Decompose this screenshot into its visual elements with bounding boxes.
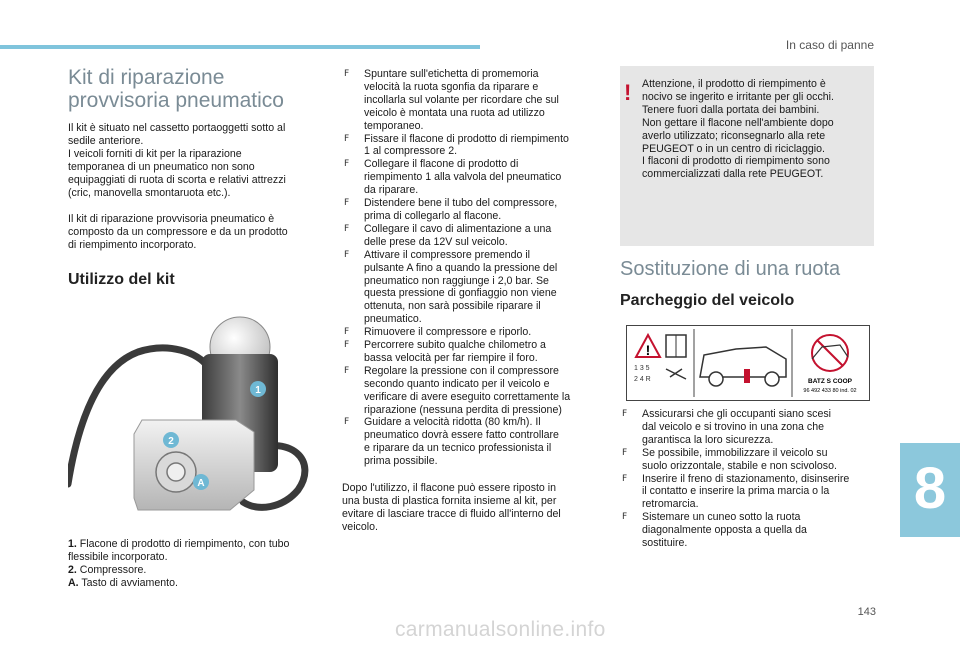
parking-steps <box>620 408 876 550</box>
text-line: Non gettare il flacone nell'ambiente dopo <box>642 116 834 129</box>
step-line: retromarcia. <box>642 498 699 511</box>
step-line: Sistemare un cuneo sotto la ruota <box>642 511 801 524</box>
marker-a <box>193 474 209 490</box>
step-line: Fissare il flacone di prodotto di riempimento <box>364 132 569 145</box>
step-line: pneumatico dovrà essere fatto controllare <box>364 429 559 442</box>
text-line: evitare di lasciare tracce di fluido all'interno del <box>342 507 561 520</box>
after-use-note <box>342 482 602 534</box>
step-line: Assicurarsi che gli occupanti siano scesi <box>642 408 832 420</box>
step-line: temporaneo. <box>364 119 424 132</box>
parking-step <box>620 447 876 473</box>
text-line: I veicoli forniti di kit per la riparazione <box>68 147 242 160</box>
usage-step <box>342 416 602 468</box>
caption-line <box>68 564 322 577</box>
caption-text: Compressore. <box>79 563 147 576</box>
label-part-number: 96 492 433 80 ind. 02 <box>803 388 857 394</box>
usage-step <box>342 68 602 133</box>
bullet-checkbox-icon: F <box>344 327 350 338</box>
text-line: I flaconi di prodotto di riempimento sono <box>642 155 830 168</box>
usage-step <box>342 249 602 326</box>
bullet-checkbox-icon: F <box>622 473 628 484</box>
caption-line <box>68 577 322 590</box>
step-line: velocità la ruota sgonfia da riparare e <box>364 80 539 93</box>
step-line: Distendere bene il tubo del compressore, <box>364 197 558 210</box>
svg-text:1 3 5: 1 3 5 <box>634 365 650 372</box>
usage-step <box>342 158 602 197</box>
warning-exclamation-icon: ! <box>624 80 632 105</box>
step-line: Attivare il compressore premendo il <box>364 248 531 261</box>
kit-captions <box>68 538 322 590</box>
text-line: equipaggiati di ruota di scorta e relativi attrezzi <box>68 173 286 186</box>
warning-text <box>642 78 866 181</box>
bullet-checkbox-icon: F <box>344 365 350 376</box>
step-line: sostituire. <box>642 537 688 550</box>
step-line: ottenuta, non sarà possibile riparare il <box>364 300 541 313</box>
text-line: Il kit di riparazione provvisoria pneumatico è <box>68 213 275 226</box>
step-line: prima di collegarlo al flacone. <box>364 209 502 222</box>
text-line: veicolo. <box>342 520 378 533</box>
bullet-checkbox-icon: F <box>344 159 350 170</box>
repair-kit-illustration <box>68 312 322 522</box>
kit-title: Kit di riparazione provvisoria pneumatico <box>68 66 284 112</box>
caption-key: 1. <box>68 538 77 550</box>
step-line: Percorrere subito qualche chilometro a <box>364 339 546 352</box>
marker-2 <box>163 432 179 448</box>
svg-text:1: 1 <box>255 385 261 396</box>
step-line: pneumatico. <box>364 313 422 326</box>
svg-text:!: ! <box>645 342 651 358</box>
svg-text:2 4 R: 2 4 R <box>634 376 651 383</box>
step-line: prima possibile. <box>364 455 438 468</box>
text-line: averlo utilizzato; riconsegnarlo alla rete <box>642 129 826 142</box>
step-line: secondo quanto indicato per il veicolo e <box>364 377 550 390</box>
kit-column <box>68 66 322 287</box>
step-line: Regolare la pressione con il compressore <box>364 364 559 377</box>
jack-label-illustration <box>626 325 870 401</box>
step-line: verificare di avere eseguito correttamente la <box>364 390 571 403</box>
text-line: PEUGEOT o in un centro di riciclaggio. <box>642 142 825 155</box>
step-line: Rimuovere il compressore e riporlo. <box>364 326 532 339</box>
section-title: In caso di panne <box>785 38 874 52</box>
marker-1 <box>250 381 266 397</box>
step-line: pneumatico non raggiunge i 2,0 bar. Se <box>364 274 549 287</box>
step-line: Collegare il cavo di alimentazione a una <box>364 222 552 235</box>
text-line: Attenzione, il prodotto di riempimento è <box>642 78 826 90</box>
svg-text:2: 2 <box>168 436 174 447</box>
step-line: e riparare da un tecnico professionista il <box>364 442 552 455</box>
caption-key: 2. <box>68 563 77 576</box>
step-line: incollarla sul volante per ricordare che sul <box>364 93 559 106</box>
parking-step <box>620 408 876 447</box>
usage-step <box>342 223 602 249</box>
chapter-number: 8 <box>913 456 947 521</box>
step-line: Spuntare sull'etichetta di promemoria <box>364 68 539 80</box>
caption-text: Flacone di prodotto di riempimento, con tubo <box>79 538 290 550</box>
usage-step <box>342 133 602 159</box>
caption-key: A. <box>68 576 79 589</box>
usage-step <box>342 365 602 417</box>
text-line: composto da un compressore e da un prodotto <box>68 226 288 239</box>
text-line: temporanea di un pneumatico non sono <box>68 160 255 173</box>
parking-steps-column <box>620 408 876 550</box>
step-line: Inserire il freno di stazionamento, disinserire <box>642 472 850 485</box>
step-line: bassa velocità per far riempire il foro. <box>364 351 538 364</box>
text-line: Il kit è situato nel cassetto portaoggetti sotto al <box>68 122 286 134</box>
step-line: garantisca la loro sicurezza. <box>642 433 774 446</box>
step-line: riempimento 1 alla valvola del pneumatico <box>364 171 562 184</box>
watermark: carmanualsonline.info <box>395 618 606 641</box>
page-number: 143 <box>857 606 876 618</box>
caption-line <box>68 538 322 551</box>
step-line: riparazione (nessuna perdita di pressione) <box>364 403 562 416</box>
parking-step <box>620 511 876 550</box>
bullet-checkbox-icon: F <box>344 417 350 428</box>
step-line: 1 al compressore 2. <box>364 145 458 158</box>
bullet-checkbox-icon: F <box>344 340 350 351</box>
usage-steps <box>342 68 602 468</box>
bullet-checkbox-icon: F <box>622 512 628 523</box>
step-line: da riparare. <box>364 184 419 197</box>
bullet-checkbox-icon: F <box>344 198 350 209</box>
bullet-checkbox-icon: F <box>622 409 628 419</box>
kit-intro <box>68 122 322 199</box>
usage-title: Utilizzo del kit <box>68 271 175 289</box>
text-line: nocivo se ingerito e irritante per gli occhi. <box>642 90 834 103</box>
bullet-checkbox-icon: F <box>344 249 350 260</box>
bullet-checkbox-icon: F <box>344 223 350 234</box>
step-line: Collegare il flacone di prodotto di <box>364 158 519 171</box>
text-line: una busta di plastica fornita insieme al kit, per <box>342 495 557 507</box>
bullet-checkbox-icon: F <box>344 133 350 144</box>
caption-text: flessibile incorporato. <box>68 550 168 563</box>
manual-book-icon <box>666 335 686 357</box>
parking-step <box>620 473 876 512</box>
step-line: suolo orizzontale, stabile e non scivoloso. <box>642 459 837 472</box>
text-line: Dopo l'utilizzo, il flacone può essere riposto in <box>342 482 557 495</box>
usage-step <box>342 339 602 365</box>
step-line: diagonalmente opposta a quella da <box>642 524 807 537</box>
text-line: commercializzati dalla rete PEUGEOT. <box>642 168 824 181</box>
usage-step <box>342 326 602 339</box>
step-line: il contatto e inserire la prima marcia o la <box>642 485 830 498</box>
step-line: delle prese da 12V sul veicolo. <box>364 235 508 248</box>
parking-title: Parcheggio del veicolo <box>620 292 795 309</box>
text-line: sedile anteriore. <box>68 134 144 147</box>
caption-line <box>68 551 322 564</box>
usage-step <box>342 197 602 223</box>
kit-composition <box>68 213 322 252</box>
text-line: (cric, manovella smontaruota etc.). <box>68 186 231 199</box>
step-line: veicolo è montata una ruota ad utilizzo <box>364 106 545 119</box>
text-line: di riempimento incorporato. <box>68 239 197 252</box>
usage-steps-column <box>342 68 602 544</box>
text-line: Tenere fuori dalla portata dei bambini. <box>642 103 820 116</box>
step-line: Guidare a velocità ridotta (80 km/h). Il <box>364 416 541 429</box>
label-manufacturer: BATZ S COOP <box>808 378 852 385</box>
header-accent-bar <box>0 45 480 49</box>
step-line: Se possibile, immobilizzare il veicolo su <box>642 446 828 459</box>
step-line: pulsante A fino a quando la pressione del <box>364 261 558 274</box>
svg-text:A: A <box>197 478 205 489</box>
replacement-title: Sostituzione di una ruota <box>620 258 841 280</box>
caption-text: Tasto di avviamento. <box>81 576 178 589</box>
step-line: dal veicolo e si trovino in una zona che <box>642 420 824 433</box>
bullet-checkbox-icon: F <box>622 447 628 458</box>
bullet-checkbox-icon: F <box>344 69 350 79</box>
step-line: questa pressione di gonfiaggio non viene <box>364 287 557 300</box>
